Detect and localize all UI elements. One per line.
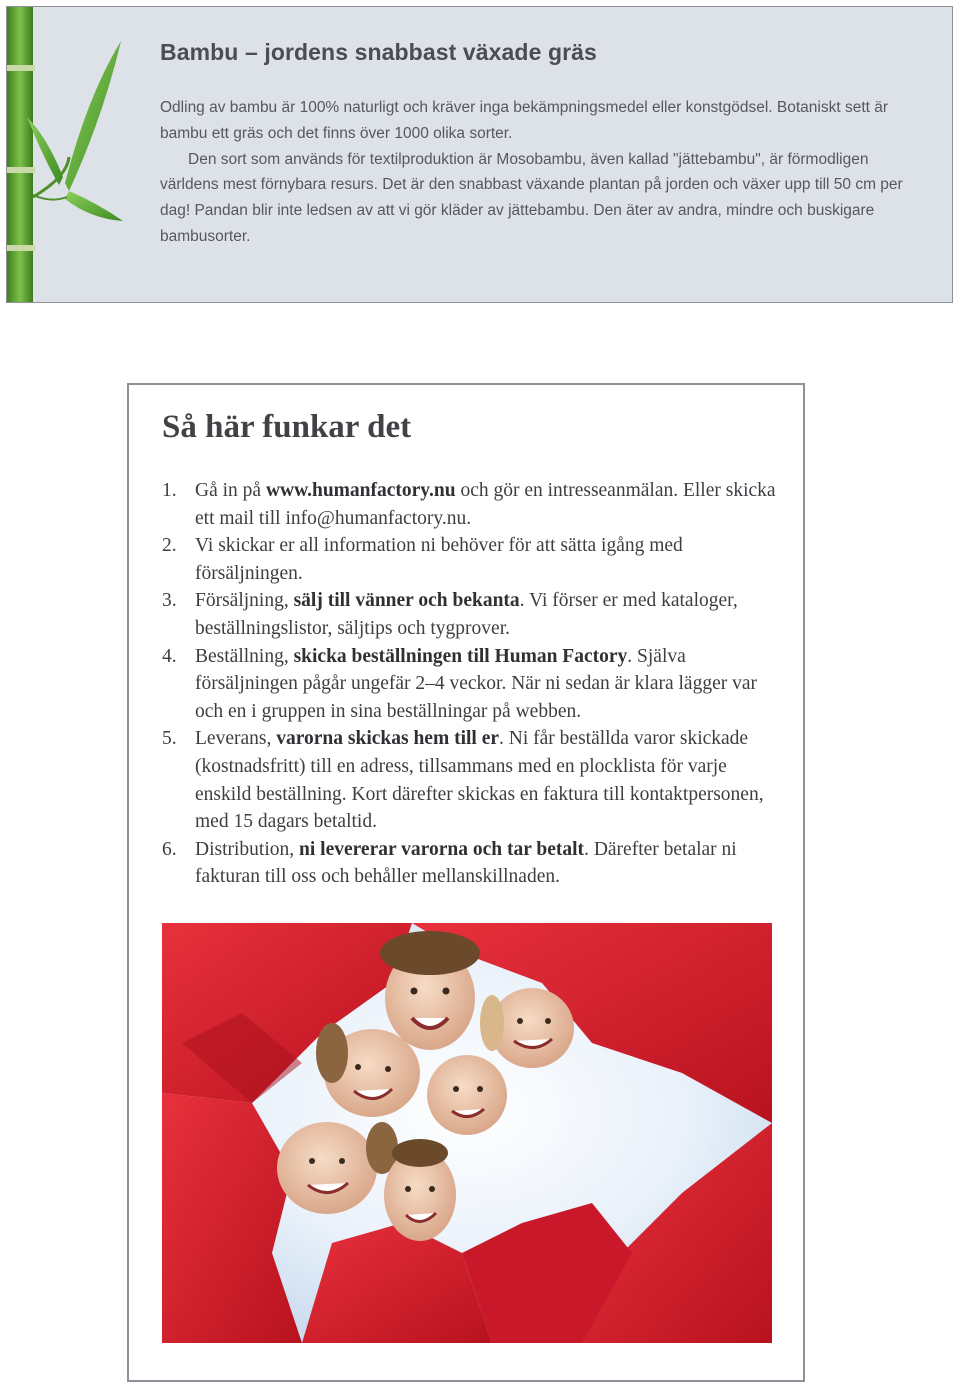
step-number: 6. (162, 838, 177, 860)
step-text: . Därefter betalar ni fakturan till oss och behåller mellanskillnaden. (195, 838, 737, 888)
step-item (162, 643, 782, 726)
step-item (162, 477, 782, 532)
website-link[interactable]: www.humanfactory.nu (265, 480, 456, 501)
step-text: Vi skickar er all information ni behöver för att sätta igång med försäljningen. (195, 535, 683, 584)
steps-list (162, 477, 782, 891)
step-text: . Ni får beställda varor skickade (kostnadsfritt) till en adress, tillsammans med en plocklista för varje enskild beställning. Kort därefter skickas en faktura till kontaktpersonen, med 15 dagars betaltid. (195, 728, 764, 833)
step-number: 4. (162, 645, 177, 667)
bamboo-paragraph-1: Odling av bambu är 100% naturligt och kräver inga bekämpningsmedel eller konstgödsel. Botaniskt sett är bambu ett gräs och det finns över 1000 olika sorter. (160, 99, 889, 142)
step-text: Försäljning, (195, 590, 294, 612)
bamboo-info-box (6, 6, 953, 303)
step-text: . Vi förser er med kataloger, beställningslistor, säljtips och tygprover. (195, 590, 738, 639)
step-text: Beställning, (195, 645, 294, 667)
bamboo-title: Bambu – jordens snabbast växade gräs (160, 39, 597, 65)
step-item (162, 532, 782, 587)
step-highlight: varorna skickas hem till er (276, 728, 500, 750)
how-it-works-card (127, 383, 805, 1382)
group-huddle-photo (162, 923, 772, 1343)
step-item (162, 725, 782, 835)
step-highlight: skicka beställningen till Human Factory (293, 645, 628, 667)
step-text: Gå in på (195, 480, 266, 501)
how-it-works-title: Så här funkar det (162, 409, 412, 445)
step-number: 1. (162, 480, 177, 501)
step-highlight: sälj till vänner och bekanta (293, 590, 520, 612)
step-number: 2. (162, 535, 177, 557)
step-number: 5. (162, 728, 177, 750)
step-highlight: ni levererar varorna och tar betalt (299, 838, 585, 860)
step-number: 3. (162, 590, 177, 612)
step-text: Leverans, (195, 728, 277, 750)
bamboo-paragraph-2: Den sort som används för textilproduktion är Mosobambu, även kallad "jättebambu", är förmodligen världens mest förnybara resurs. Det är den snabbast växande plantan på jorden och växer upp till 50 cm per dag! Pandan blir inte ledsen av att vi gör kläder av jättebambu. Den äter av andra, mindre och buskigare bambusorter. (160, 150, 903, 245)
step-text: och gör en intresseanmälan. Eller skicka ett mail till info@humanfactory.nu. (195, 480, 776, 529)
bamboo-body (160, 95, 930, 250)
bamboo-illustration (7, 7, 147, 303)
step-text: Distribution, (195, 838, 300, 860)
step-text: . Själva försäljningen pågår ungefär 2–4 veckor. När ni sedan är klara lägger var och en i gruppen in sina beställningar på webben. (195, 645, 758, 722)
step-item (162, 587, 782, 642)
step-item (162, 836, 782, 891)
